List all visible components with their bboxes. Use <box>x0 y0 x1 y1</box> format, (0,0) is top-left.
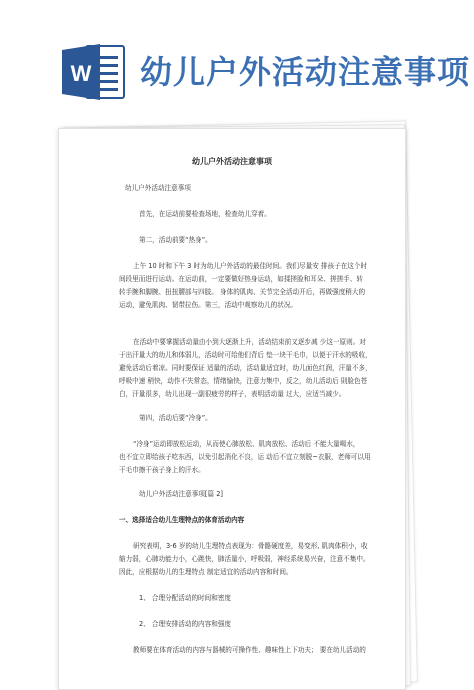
text-line: 呼吸中速 稍快，动作不失常态，情绪愉快，注意力集中，反之，幼儿活动后 則脸色苍 <box>119 377 368 385</box>
text-line: 干毛巾擦干孩子身上的汗水。 <box>119 466 205 474</box>
paragraph-warmup <box>119 260 381 312</box>
section-heading: 一、选择适合幼儿生理特点的体育活动内容 <box>119 516 245 524</box>
header-banner <box>0 0 474 130</box>
paragraph-first: 首先，在运动前要检查场地，检查幼儿穿着。 <box>139 210 271 218</box>
text-line: 上午 10 时和下午 3 时为幼儿户外活动的最佳时间。我们尽量安 排孩子在这个时 <box>133 262 368 270</box>
text-line: 转手腕和脚腕、扭扭腰部与四肢。 身体的肌肉、关节完全活动开后，再做强度稍大的 <box>119 288 366 296</box>
text-line: 也不宜立即给孩子吃东西，以免引起消化不良，运 动后不宜立刻脱~衣服，老师可以用 <box>119 453 371 461</box>
banner-title: 幼儿户外活动注意事项 <box>140 53 471 91</box>
list-item-1: 1、 合理分配活动的时间和密度 <box>139 594 232 602</box>
word-document-icon <box>60 42 126 102</box>
list-item-2: 2、 合理安排活动的内容和强度 <box>139 620 232 628</box>
document-title: 幼儿户外活动注意事项 <box>192 157 272 166</box>
text-line: “冷身”运动即放松运动，从而使心肺放松、肌肉放松、活动后 不能大量喝水， <box>133 440 360 448</box>
paragraph-teacher: 教师要在体育活动的内容与器械的可操作性、趣味性上下功夫； 要在幼儿活动的 <box>133 646 366 654</box>
text-line: 缩力弱，心肺功能力小，心跳快，肺活量小，呼吸弱，神经系统易兴奋，注意不集中。 <box>119 555 370 563</box>
paragraph-second: 第二，活动前要“热身”。 <box>139 236 212 244</box>
paragraph-cooldown <box>119 438 381 477</box>
text-line: 于出汗量大的幼儿和体弱儿，活动时可给他们背后 垫一块干毛巾，以便于汗水的吸收， <box>119 351 372 359</box>
text-line: 运动，避免肌肉、韧带拉伤。第三，活动中观察幼儿的状况。 <box>119 301 298 309</box>
text-line: 因此，应根据幼儿的生理特点 制定适宜的活动内容和时间。 <box>119 568 293 576</box>
paragraph-subtitle: 幼儿户外活动注意事项 <box>125 184 191 192</box>
paragraph-part-two: 幼儿户外活动注意事项[篇 2] <box>139 490 223 498</box>
text-line: 研究表明，3-6 岁的幼儿生理特点表现为：骨骼硬度差，易变形, 肌肉体积小，收 <box>133 542 368 550</box>
paragraph-fourth: 第四，活动后要“冷身”。 <box>139 414 212 422</box>
text-line: 间段里而进行运动。在运动前，一定要做好热身运动，如揉搓脸和耳朵、搓搓手、转 <box>119 275 363 283</box>
paragraph-research <box>119 540 381 579</box>
text-line: 避免活动后着凉。同时要保证 适量的活动，活动量适宜时，幼儿面色红润，汗量不多， <box>119 364 372 372</box>
text-line: 在活动中要掌握活动量由小到大逐渐上升，活动结束前又逐步减 少这一原则。对 <box>133 338 366 346</box>
paragraph-activity-amount <box>119 336 381 401</box>
document-page <box>58 128 406 690</box>
text-line: 白，汗量很多，幼儿出现一副很疲劳的样子，表明活动量 过大，应适当减少。 <box>119 390 346 398</box>
word-logo-letter: W <box>70 61 92 86</box>
